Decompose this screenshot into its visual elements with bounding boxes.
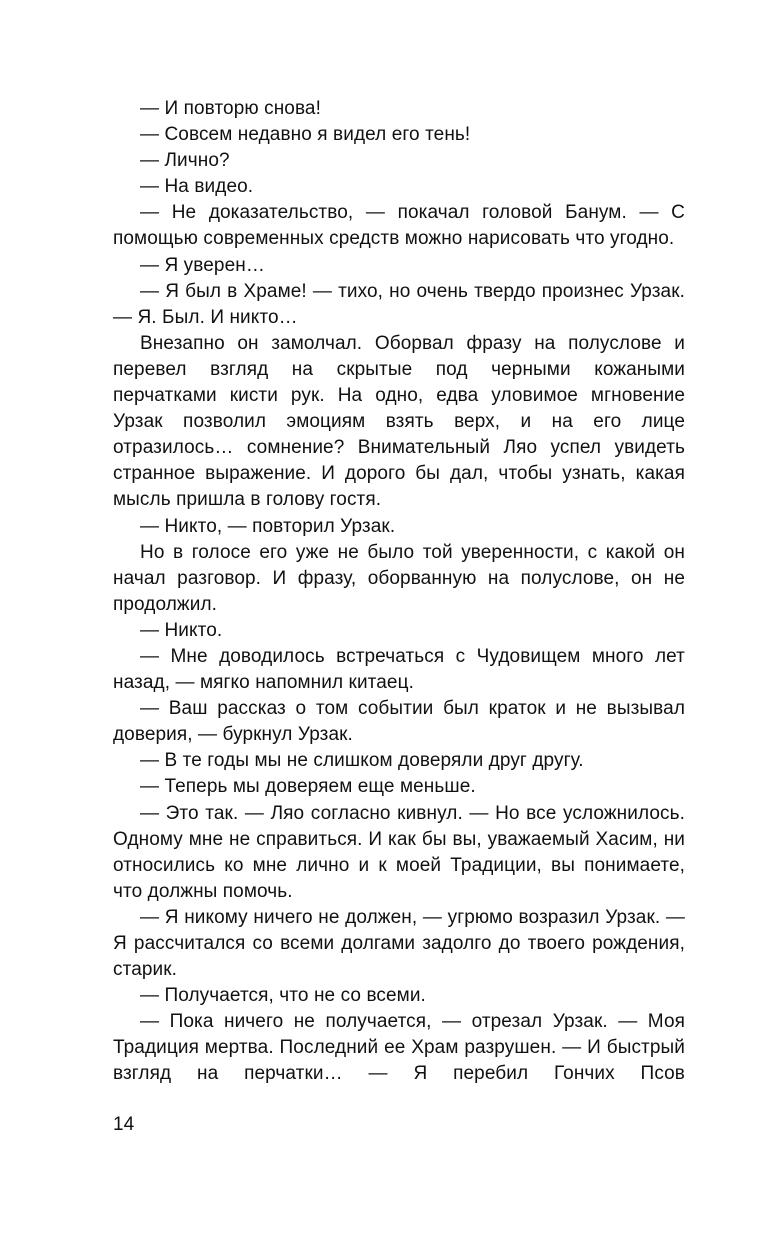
paragraph: — Никто. <box>140 619 223 641</box>
paragraph: — Я уверен… <box>140 254 265 276</box>
paragraph: — Мне доводилось встречаться с Чудовищем много лет назад, — мягко напомнил китаец. <box>113 645 685 694</box>
paragraph: — Пока ничего не получается, — отрезал Урзак. — Моя Традиция мертва. Последний ее Храм разрушен. — И быстрый взгляд на перчатки… — Я перебил Гончих Псов <box>113 1011 685 1085</box>
paragraph: Внезапно он замолчал. Оборвал фразу на полуслове и перевел взгляд на скрытые под черными кожаными перчатками кисти рук. На одно, едва уловимое мгновение Урзак позволил эмоциям взять верх, и на его лице отразилось… сомнение? Внимательный Ляо успел увидеть странное выражение. И дорого бы дал, чтобы узнать, какая мысль пришла в голову гостя. <box>113 332 685 511</box>
paragraph: — Совсем недавно я видел его тень! <box>140 124 471 146</box>
paragraph: — Это так. — Ляо согласно кивнул. — Но все усложнилось. Одному мне не справиться. И как бы вы, уважаемый Хасим, ни относились ко мне лично и к моей Традиции, вы понимаете, что должны помочь. <box>113 802 685 902</box>
paragraph: — Я никому ничего не должен, — угрюмо возразил Урзак. — Я рассчитался со всеми долгами задолго до твоего рождения, старик. <box>113 906 685 981</box>
paragraph: — На видео. <box>140 176 254 198</box>
paragraph: — Теперь мы доверяем еще меньше. <box>140 776 476 798</box>
paragraph: — И повторю снова! <box>140 98 321 119</box>
paragraph: Но в голосе его уже не было той уверенности, с какой он начал разговор. И фразу, оборванную на полуслове, он не продолжил. <box>113 541 685 615</box>
paragraph: — Я был в Храме! — тихо, но очень твердо произнес Урзак. — Я. Был. И никто… <box>113 280 685 328</box>
paragraph: — Лично? <box>140 150 230 172</box>
paragraph: — В те годы мы не слишком доверяли друг другу. <box>140 750 584 772</box>
paragraph: — Не доказательство, — покачал головой Банум. — С помощью современных средств можно нарисовать что угодно. <box>113 202 685 250</box>
paragraph: — Ваш рассказ о том событии был краток и не вызывал доверия, — буркнул Урзак. <box>113 698 685 746</box>
paragraph: — Получается, что не со всеми. <box>140 985 426 1007</box>
page-number: 14 <box>113 1114 135 1135</box>
paragraph: — Никто, — повторил Урзак. <box>140 515 396 537</box>
body-text <box>113 96 685 1088</box>
